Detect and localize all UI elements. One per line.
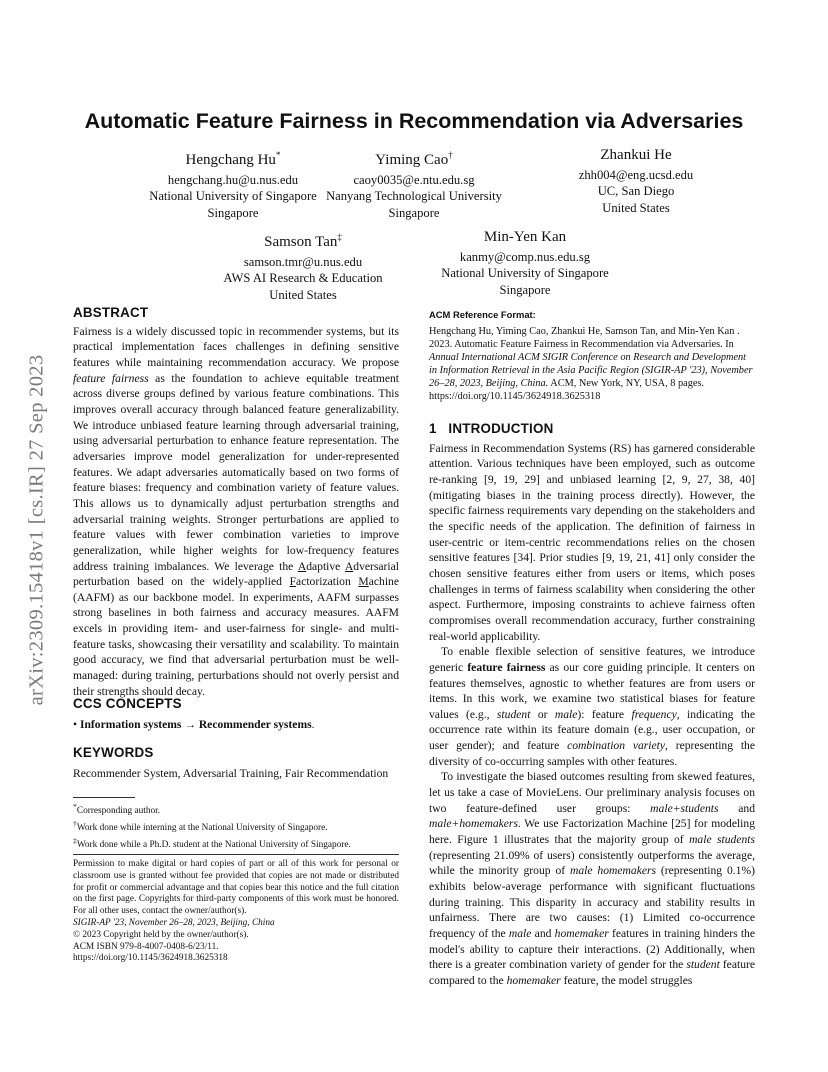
footnote [73, 818, 399, 835]
introduction-section [429, 421, 755, 989]
intro-paragraph: Fairness in Recommendation Systems (RS) has garnered considerable attention. Various techniques have been employed, such as outcome re-ranking [9, 19, 29] and unbiased learning [2, 9, 27, 38, 40] (mitigating biases in the training process directly). However, the specific fairness requirements vary depending on the stakeholders and the specific needs of the application. The definition of fairness in user-centric or item-centric recommendations relies on the chosen sensitive features [34]. Prior studies [9, 19, 21, 41] only consider the chosen sensitive features either from users or items, which poses challenges in terms of fairness scalability when considering the other aspect. Furthermore, imposing constraints to achieve fairness often compromises overall recommendation accuracy, further constraining real-world applicability. [429, 441, 755, 643]
author-country: Singapore [499, 282, 551, 297]
ccs-bullet: • [73, 717, 78, 731]
author-country: United States [269, 287, 337, 302]
permission-doi: https://doi.org/10.1145/3624918.3625318 [73, 953, 228, 964]
author-email: samson.tmr@u.nus.edu [243, 255, 363, 269]
footnote [73, 835, 399, 852]
footnote-text: Work done while a Ph.D. student at the National University of Singapore. [76, 839, 351, 850]
permission-copyright: © 2023 Copyright held by the owner/author(s). [73, 929, 249, 940]
abstract-underline: A [344, 559, 354, 573]
intro-paragraph [429, 644, 755, 769]
abstract-part: achine (AAFM) as our backbone model. In experiments, AAFM surpasses strong baselines in both fairness and accuracy measures. AAFM excels in providing item- and user-fairness for single- and multi-feature tasks, showcasing their versatility and scalability. To maintain good accuracy, we find that adversarial perturbation must be well-managed: during training, perturbations should not overly persist and their strengths should decay. [73, 575, 399, 698]
permission-venue: SIGIR-AP '23, November 26–28, 2023, Beijing, China [73, 917, 275, 928]
intro-emphasis: homemaker [554, 927, 609, 940]
permission-isbn: ACM ISBN 979-8-4007-0408-6/23/11. [73, 941, 219, 952]
abstract-heading: ABSTRACT [73, 305, 149, 320]
author-affiliation: National University of Singapore [441, 266, 609, 281]
intro-part: feature, the model struggles [560, 973, 693, 987]
keywords-section [73, 745, 399, 781]
author-name: Zhankui He [600, 147, 672, 163]
footnote-rule [73, 797, 135, 798]
intro-emphasis: male students [689, 833, 755, 847]
intro-emphasis: male [554, 707, 578, 721]
abstract-part: daptive [306, 559, 345, 573]
ccs-heading: CCS CONCEPTS [73, 696, 182, 711]
ccs-section [73, 696, 399, 732]
intro-part: as our core guiding principle. It centers on features themselves, agnostic to whether features are from users or items. In this work, we examine two statistical biases for feature values (e.g., [429, 660, 755, 721]
abstract-text [73, 324, 399, 700]
permission-block [73, 859, 399, 965]
author-email: kanmy@comp.nus.edu.sg [459, 250, 591, 264]
intro-emphasis: student [496, 707, 531, 721]
intro-emphasis: male homemakers [570, 864, 657, 878]
intro-part: (representing 0.1%) exhibits below-average performance with significant fluctuations during training. This disparity in accuracy and stability results in unfairness. There are two causes: (1) Limited co-occurrence frequency of the [429, 864, 755, 940]
acm-reference-venue: Annual International ACM SIGIR Conference on Research and Development in Information Retrieval in the Asia Pacific Region (SIGIR-AP '23), November 26–28, 2023, Beijing, China. [429, 351, 753, 389]
footnote-text: Work done while interning at the National University of Singapore. [76, 822, 328, 833]
ccs-text [73, 717, 399, 733]
intro-emphasis: combination variety [567, 739, 666, 753]
author-country: Singapore [207, 205, 259, 220]
permission-text: Permission to make digital or hard copies of part or all of this work for personal or classroom use is granted without fee provided that copies are not made or distributed for profit or commercial advantage and that copies bear this notice and the full citation on the first page. Copyrights for third-party components of this work must be honored. For all other uses, contact the owner/author(s). [73, 859, 399, 917]
intro-emphasis: male+students [650, 801, 719, 815]
author-name: Min-Yen Kan [483, 229, 567, 245]
author-name: Samson Tan [264, 234, 338, 250]
intro-part: , indicating the occurrence rate within its feature domain (e.g., user occupation, or user gender); and feature [429, 707, 755, 753]
author-affiliation: National University of Singapore [149, 189, 317, 204]
intro-emphasis: male [508, 927, 532, 940]
intro-emphasis: student [686, 958, 720, 972]
intro-part: , representing the diversity of co-occurring samples with other features. [429, 739, 755, 768]
permission-rule [73, 854, 399, 855]
intro-part: and [531, 927, 555, 940]
abstract-underline: A [297, 559, 307, 573]
intro-part: or [530, 707, 555, 721]
intro-paragraph [429, 769, 755, 988]
author-block [405, 228, 645, 298]
keywords-text: Recommender System, Adversarial Training, Fair Recommendation [73, 766, 389, 780]
intro-bold: feature fairness [467, 660, 546, 674]
acm-reference-text [429, 325, 755, 403]
author-email: hengchang.hu@u.nus.edu [167, 173, 299, 187]
author-affiliation: UC, San Diego [597, 184, 675, 199]
abstract-underline: F [289, 575, 297, 589]
author-country: Singapore [388, 205, 440, 220]
author-affiliation: AWS AI Research & Education [223, 271, 383, 286]
intro-part: and [718, 801, 756, 815]
author-mark: ‡ [337, 232, 342, 242]
author-email: zhh004@eng.ucsd.edu [578, 168, 694, 182]
abstract-underline: M [358, 575, 369, 589]
keywords-heading: KEYWORDS [73, 745, 154, 760]
abstract-part: dversarial perturbation based on the widely-applied [73, 559, 399, 589]
author-country: United States [602, 200, 670, 215]
intro-part: feature compared to the [429, 958, 755, 987]
acm-reference [429, 307, 755, 403]
intro-part: To investigate the biased outcomes resulting from skewed features, let us take a case of MovieLens. Our preliminary analysis focuses on two feature-defined user groups: [429, 770, 755, 815]
ccs-arrow: → [181, 717, 199, 731]
footnotes [73, 801, 399, 852]
abstract-part: as the foundation to achieve equitable treatment across diverse groups defined by various feature combinations. This improves overall accuracy through balanced feature generalizability. We introduce unbiased feature learning through adversarial training, using adversarial perturbation to enhance feature representation. The adversaries improve model generalization for under-represented features. We adapt adversaries automatically based on two forms of feature biases: frequency and combination variety of feature values. This allows us to dynamically adjust perturbation strengths and adversarial training weights. Stronger perturbations are applied to feature values with fewer combination varieties to improve generalization, while higher weights for low-frequency features address training imbalances. We leverage the [73, 371, 400, 573]
footnote-mark: ‡ [73, 835, 77, 845]
ccs-concept: Information systems [79, 717, 182, 731]
author-block [183, 228, 423, 303]
author-mark: † [448, 150, 453, 160]
abstract-part: Fairness is a widely discussed topic in recommender systems, but its practical implementation faces challenges in defining sensitive features while maintaining recommendation accuracy. We propose [73, 324, 399, 369]
acm-reference-part: Hengchang Hu, Yiming Cao, Zhankui He, Samson Tan, and Min-Yen Kan . 2023. Automatic Feature Fairness in Recommendation via Adversaries. In [429, 325, 740, 350]
acm-reference-heading: ACM Reference Format: [429, 309, 536, 320]
author-name: Hengchang Hu [185, 152, 276, 168]
intro-part: ): feature [577, 707, 632, 721]
author-name: Yiming Cao [375, 152, 449, 168]
author-email: caoy0035@e.ntu.edu.sg [353, 173, 475, 187]
intro-emphasis: frequency [631, 707, 677, 721]
intro-part: To enable flexible selection of sensitive features, we introduce generic [429, 645, 755, 674]
ccs-concept: Recommender systems [198, 717, 312, 731]
abstract-emphasis: feature fairness [73, 371, 149, 385]
intro-part: (representing 21.09% of users) consistently outperforms the average, while the minority group of [429, 848, 755, 878]
intro-part: . We use Factorization Machine [25] for modeling here. Figure 1 illustrates that the majority group of [429, 817, 755, 847]
footnote-text: Corresponding author. [76, 806, 161, 817]
intro-emphasis: male+homemakers [429, 817, 518, 831]
author-block [294, 146, 534, 221]
author-block [516, 146, 756, 216]
footnote-mark: † [73, 818, 77, 828]
author-mark: * [275, 150, 281, 160]
abstract-section [73, 305, 399, 699]
acm-reference-part: ACM, New York, NY, USA, 8 pages. https://doi.org/10.1145/3624918.3625318 [429, 377, 704, 402]
abstract-part: actorization [296, 575, 359, 589]
intro-part: features in training hinders the model's ability to capture their interactions. (2) Additionally, when there is a greater combination variety of gender for the [429, 927, 755, 972]
paper-title: Automatic Feature Fairness in Recommendation via Adversaries [84, 109, 744, 133]
author-affiliation: Nanyang Technological University [326, 189, 502, 204]
arxiv-stamp [22, 300, 52, 760]
intro-emphasis: homemaker [506, 973, 561, 987]
footnote-mark: * [73, 802, 77, 811]
arxiv-id: arXiv:2309.15418v1 [cs.IR] 27 Sep 2023 [25, 354, 48, 706]
ccs-period: . [311, 717, 315, 731]
introduction-heading: 1 INTRODUCTION [429, 421, 554, 436]
footnote [73, 801, 399, 818]
